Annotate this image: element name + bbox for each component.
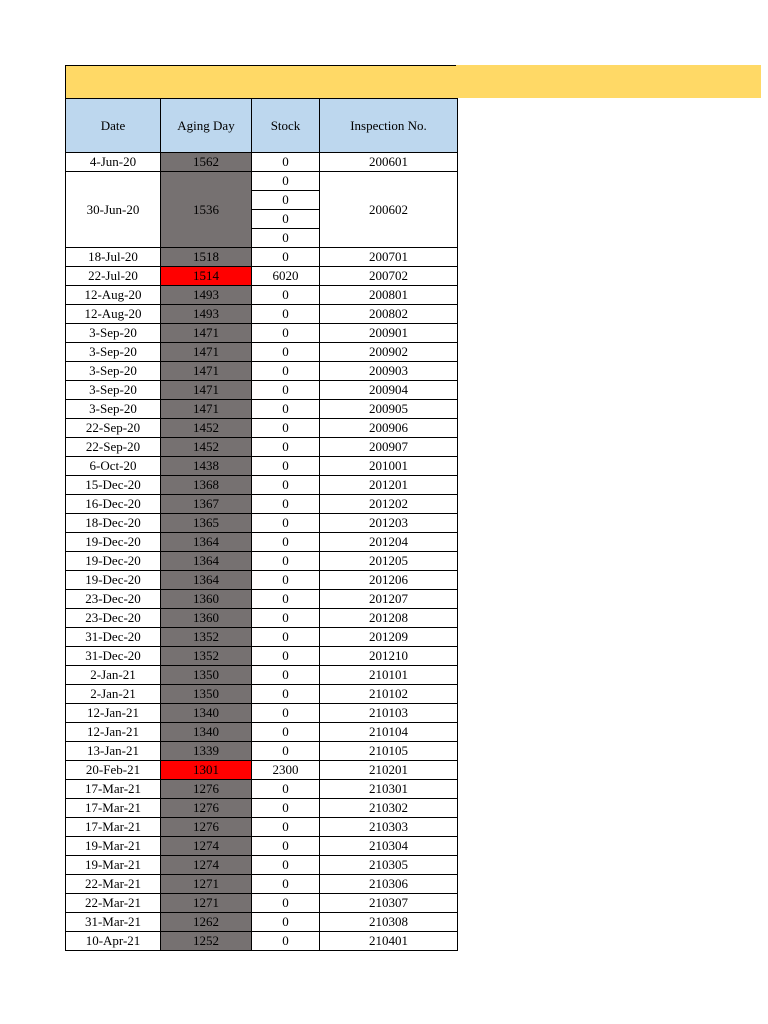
stock-cell: 0	[252, 590, 320, 609]
table-row	[66, 932, 458, 951]
inspection-no-cell: 200902	[320, 343, 458, 362]
aging-day-cell: 1364	[161, 552, 252, 571]
stock-cell: 0	[252, 932, 320, 951]
stock-cell: 0	[252, 305, 320, 324]
inspection-no-cell: 201202	[320, 495, 458, 514]
table-row	[66, 875, 458, 894]
inspection-no-cell: 210305	[320, 856, 458, 875]
date-cell: 18-Dec-20	[66, 514, 161, 533]
table-row	[66, 780, 458, 799]
stock-cell: 0	[252, 400, 320, 419]
inspection-no-cell: 210103	[320, 704, 458, 723]
table-row	[66, 799, 458, 818]
table-row	[66, 913, 458, 932]
inspection-no-cell: 210306	[320, 875, 458, 894]
aging-day-cell: 1350	[161, 685, 252, 704]
aging-day-cell: 1352	[161, 628, 252, 647]
stock-cell: 0	[252, 647, 320, 666]
inspection-no-cell: 210201	[320, 761, 458, 780]
aging-day-cell-alert: 1301	[161, 761, 252, 780]
stock-cell: 0	[252, 476, 320, 495]
stock-cell: 0	[252, 685, 320, 704]
aging-day-cell: 1365	[161, 514, 252, 533]
date-cell: 3-Sep-20	[66, 362, 161, 381]
header-date: Date	[66, 99, 161, 153]
stock-cell: 0	[252, 229, 320, 248]
stock-cell: 0	[252, 495, 320, 514]
table-row	[66, 514, 458, 533]
stock-cell: 2300	[252, 761, 320, 780]
inspection-no-cell: 200801	[320, 286, 458, 305]
inspection-no-cell: 200904	[320, 381, 458, 400]
stock-cell: 0	[252, 571, 320, 590]
table-row	[66, 324, 458, 343]
table-row	[66, 666, 458, 685]
table-row	[66, 476, 458, 495]
aging-day-cell: 1471	[161, 343, 252, 362]
header-stock: Stock	[252, 99, 320, 153]
stock-cell: 0	[252, 723, 320, 742]
inspection-no-cell: 201205	[320, 552, 458, 571]
date-cell: 3-Sep-20	[66, 324, 161, 343]
aging-day-cell: 1360	[161, 609, 252, 628]
inspection-no-cell: 210303	[320, 818, 458, 837]
inspection-no-cell: 200901	[320, 324, 458, 343]
stock-cell: 0	[252, 362, 320, 381]
date-cell: 12-Jan-21	[66, 723, 161, 742]
date-cell: 12-Jan-21	[66, 704, 161, 723]
table-row	[66, 172, 458, 191]
stock-cell: 0	[252, 818, 320, 837]
date-cell: 22-Mar-21	[66, 894, 161, 913]
aging-day-cell: 1493	[161, 286, 252, 305]
stock-cell: 0	[252, 286, 320, 305]
aging-day-cell: 1452	[161, 419, 252, 438]
stock-cell: 0	[252, 552, 320, 571]
inspection-no-cell: 201001	[320, 457, 458, 476]
aging-day-cell: 1471	[161, 362, 252, 381]
aging-day-cell: 1471	[161, 400, 252, 419]
inspection-no-cell: 201207	[320, 590, 458, 609]
table-row	[66, 856, 458, 875]
date-cell: 23-Dec-20	[66, 609, 161, 628]
table-row	[66, 400, 458, 419]
date-cell: 31-Dec-20	[66, 647, 161, 666]
inspection-no-cell: 200602	[320, 172, 458, 248]
table-row	[66, 685, 458, 704]
stock-cell: 0	[252, 837, 320, 856]
aging-day-cell: 1276	[161, 780, 252, 799]
stock-cell: 0	[252, 191, 320, 210]
date-cell: 3-Sep-20	[66, 381, 161, 400]
aging-day-cell: 1274	[161, 856, 252, 875]
header-row	[66, 99, 458, 153]
aging-day-cell: 1518	[161, 248, 252, 267]
inspection-no-cell: 201209	[320, 628, 458, 647]
table-row	[66, 571, 458, 590]
table-row	[66, 552, 458, 571]
inspection-no-cell: 210307	[320, 894, 458, 913]
date-cell: 10-Apr-21	[66, 932, 161, 951]
date-cell: 19-Dec-20	[66, 571, 161, 590]
date-cell: 6-Oct-20	[66, 457, 161, 476]
table-body	[66, 153, 458, 951]
table-row	[66, 381, 458, 400]
aging-day-cell: 1368	[161, 476, 252, 495]
date-cell: 17-Mar-21	[66, 818, 161, 837]
inspection-no-cell: 201210	[320, 647, 458, 666]
aging-day-cell: 1350	[161, 666, 252, 685]
date-cell: 16-Dec-20	[66, 495, 161, 514]
table-row	[66, 419, 458, 438]
aging-day-cell: 1471	[161, 381, 252, 400]
date-cell: 20-Feb-21	[66, 761, 161, 780]
table-row	[66, 248, 458, 267]
date-cell: 17-Mar-21	[66, 780, 161, 799]
inspection-no-cell: 200903	[320, 362, 458, 381]
inspection-no-cell: 210102	[320, 685, 458, 704]
table-row	[66, 362, 458, 381]
table-row	[66, 590, 458, 609]
inspection-no-cell: 200906	[320, 419, 458, 438]
stock-cell: 0	[252, 780, 320, 799]
inspection-no-cell: 210304	[320, 837, 458, 856]
aging-day-cell: 1536	[161, 172, 252, 248]
inspection-no-cell: 200802	[320, 305, 458, 324]
inspection-no-cell: 210308	[320, 913, 458, 932]
inspection-no-cell: 201203	[320, 514, 458, 533]
date-cell: 15-Dec-20	[66, 476, 161, 495]
date-cell: 2-Jan-21	[66, 685, 161, 704]
inspection-no-cell: 210301	[320, 780, 458, 799]
date-cell: 2-Jan-21	[66, 666, 161, 685]
aging-day-cell: 1352	[161, 647, 252, 666]
inspection-no-cell: 200905	[320, 400, 458, 419]
date-cell: 3-Sep-20	[66, 400, 161, 419]
stock-cell: 0	[252, 324, 320, 343]
aging-day-cell: 1339	[161, 742, 252, 761]
stock-cell: 0	[252, 609, 320, 628]
date-cell: 31-Mar-21	[66, 913, 161, 932]
date-cell: 22-Jul-20	[66, 267, 161, 286]
table-row	[66, 267, 458, 286]
header-aging-day: Aging Day	[161, 99, 252, 153]
table-row	[66, 704, 458, 723]
table-row	[66, 495, 458, 514]
aging-day-cell: 1367	[161, 495, 252, 514]
inspection-no-cell: 201206	[320, 571, 458, 590]
stock-cell: 0	[252, 913, 320, 932]
date-cell: 19-Dec-20	[66, 533, 161, 552]
stock-cell: 0	[252, 381, 320, 400]
inspection-table	[65, 98, 458, 951]
stock-cell: 0	[252, 210, 320, 229]
aging-day-cell: 1274	[161, 837, 252, 856]
stock-cell: 0	[252, 799, 320, 818]
inspection-no-cell: 201208	[320, 609, 458, 628]
aging-day-cell-alert: 1514	[161, 267, 252, 286]
aging-day-cell: 1271	[161, 875, 252, 894]
aging-day-cell: 1252	[161, 932, 252, 951]
table-row	[66, 761, 458, 780]
table-row	[66, 742, 458, 761]
table-row	[66, 438, 458, 457]
date-cell: 4-Jun-20	[66, 153, 161, 172]
aging-day-cell: 1364	[161, 533, 252, 552]
title-banner-border	[65, 65, 456, 98]
date-cell: 17-Mar-21	[66, 799, 161, 818]
stock-cell: 0	[252, 666, 320, 685]
inspection-no-cell: 201201	[320, 476, 458, 495]
stock-cell: 0	[252, 438, 320, 457]
date-cell: 3-Sep-20	[66, 343, 161, 362]
aging-day-cell: 1271	[161, 894, 252, 913]
stock-cell: 0	[252, 343, 320, 362]
table-row	[66, 894, 458, 913]
date-cell: 23-Dec-20	[66, 590, 161, 609]
table-row	[66, 457, 458, 476]
date-cell: 19-Mar-21	[66, 856, 161, 875]
date-cell: 19-Mar-21	[66, 837, 161, 856]
date-cell: 22-Mar-21	[66, 875, 161, 894]
table-row	[66, 609, 458, 628]
stock-cell: 0	[252, 457, 320, 476]
table-row	[66, 723, 458, 742]
table-row	[66, 305, 458, 324]
aging-day-cell: 1276	[161, 818, 252, 837]
stock-cell: 0	[252, 856, 320, 875]
table-row	[66, 837, 458, 856]
aging-day-cell: 1340	[161, 723, 252, 742]
date-cell: 12-Aug-20	[66, 286, 161, 305]
stock-cell: 0	[252, 875, 320, 894]
aging-day-cell: 1360	[161, 590, 252, 609]
table-row	[66, 628, 458, 647]
stock-cell: 0	[252, 533, 320, 552]
table-row	[66, 286, 458, 305]
stock-cell: 0	[252, 514, 320, 533]
inspection-no-cell: 200701	[320, 248, 458, 267]
stock-cell: 0	[252, 248, 320, 267]
aging-day-cell: 1493	[161, 305, 252, 324]
table-row	[66, 343, 458, 362]
aging-day-cell: 1340	[161, 704, 252, 723]
table-row	[66, 647, 458, 666]
aging-day-cell: 1562	[161, 153, 252, 172]
aging-day-cell: 1262	[161, 913, 252, 932]
stock-cell: 0	[252, 153, 320, 172]
date-cell: 31-Dec-20	[66, 628, 161, 647]
stock-cell: 0	[252, 628, 320, 647]
stock-cell: 0	[252, 419, 320, 438]
aging-day-cell: 1364	[161, 571, 252, 590]
stock-cell: 0	[252, 172, 320, 191]
stock-cell: 0	[252, 742, 320, 761]
aging-day-cell: 1276	[161, 799, 252, 818]
table-row	[66, 818, 458, 837]
aging-day-cell: 1452	[161, 438, 252, 457]
aging-day-cell: 1471	[161, 324, 252, 343]
date-cell: 13-Jan-21	[66, 742, 161, 761]
table-row	[66, 153, 458, 172]
inspection-no-cell: 200907	[320, 438, 458, 457]
inspection-no-cell: 200601	[320, 153, 458, 172]
inspection-no-cell: 200702	[320, 267, 458, 286]
inspection-no-cell: 210105	[320, 742, 458, 761]
inspection-no-cell: 210101	[320, 666, 458, 685]
inspection-no-cell: 201204	[320, 533, 458, 552]
date-cell: 18-Jul-20	[66, 248, 161, 267]
date-cell: 22-Sep-20	[66, 438, 161, 457]
stock-cell: 6020	[252, 267, 320, 286]
inspection-no-cell: 210401	[320, 932, 458, 951]
date-cell: 12-Aug-20	[66, 305, 161, 324]
header-inspection-no: Inspection No.	[320, 99, 458, 153]
inspection-no-cell: 210302	[320, 799, 458, 818]
inspection-no-cell: 210104	[320, 723, 458, 742]
date-cell: 22-Sep-20	[66, 419, 161, 438]
aging-day-cell: 1438	[161, 457, 252, 476]
stock-cell: 0	[252, 894, 320, 913]
date-cell: 19-Dec-20	[66, 552, 161, 571]
stock-cell: 0	[252, 704, 320, 723]
table-row	[66, 533, 458, 552]
date-cell: 30-Jun-20	[66, 172, 161, 248]
